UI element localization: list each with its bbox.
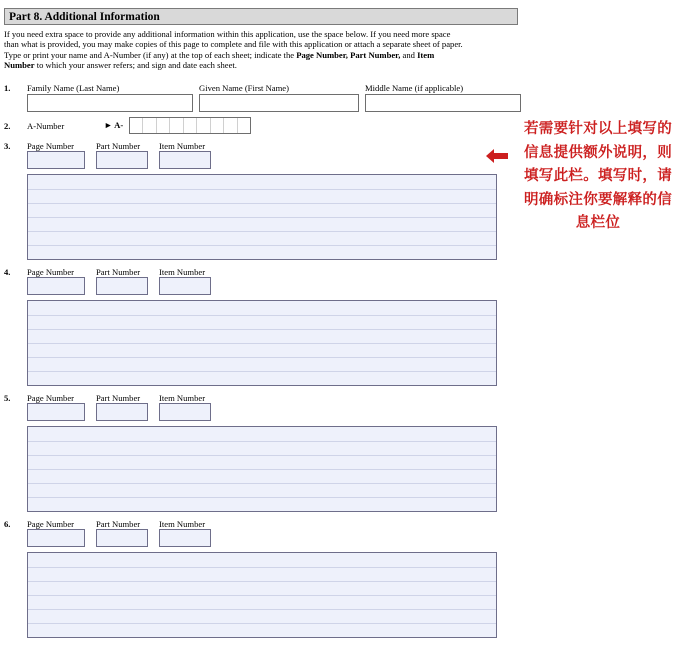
part-number-label: Part Number [96, 267, 141, 277]
page-number-label: Page Number [27, 393, 75, 403]
additional-info-textarea[interactable] [27, 300, 497, 386]
page-number-field[interactable] [27, 403, 85, 421]
page-number-label: Page Number [27, 141, 75, 151]
part-number-field[interactable] [96, 151, 148, 169]
item-number-field[interactable] [159, 151, 211, 169]
middle-name-field[interactable] [365, 94, 521, 112]
intro-line-2: than what is provided, you may make copies of this page to complete and file with this application or attach a separate sheet of paper. [4, 39, 463, 50]
part-number-field[interactable] [96, 529, 148, 547]
a-number-field[interactable] [129, 117, 251, 134]
intro-line-1: If you need extra space to provide any additional information within this application, use the space below. If you need more space [4, 29, 451, 39]
item-1-number: 1. [4, 83, 11, 93]
intro-text [4, 29, 524, 71]
a-number-digit [224, 118, 237, 133]
intro-line-4-post: to which your answer refers; and sign and date each sheet. [34, 60, 237, 71]
annotation-note [510, 118, 686, 236]
page-number-field[interactable] [27, 529, 85, 547]
annotation-line-3: 填写此栏。填写时，请 [524, 168, 672, 184]
item-number-label: Item Number [159, 519, 206, 529]
a-number-digit [197, 118, 210, 133]
part-title: Part 8. Additional Information [9, 11, 160, 23]
family-name-field[interactable] [27, 94, 193, 112]
additional-info-textarea[interactable] [27, 426, 497, 512]
family-name-label: Family Name (Last Name) [27, 83, 120, 93]
left-arrow-icon [486, 149, 508, 163]
item-3-number: 3. [4, 141, 11, 151]
part-number-label: Part Number [96, 519, 141, 529]
annotation-line-2: 信息提供额外说明，则 [524, 144, 672, 161]
item-number-label: Item Number [159, 267, 206, 277]
page-number-field[interactable] [27, 277, 85, 295]
part-number-label: Part Number [96, 393, 141, 403]
a-number-digit [157, 118, 170, 133]
a-number-label: A-Number [27, 121, 65, 131]
a-number-digit [184, 118, 197, 133]
page-number-field[interactable] [27, 151, 85, 169]
a-number-digit [170, 118, 183, 133]
item-number-label: Item Number [159, 393, 206, 403]
a-number-digit [211, 118, 224, 133]
additional-info-textarea[interactable] [27, 174, 497, 260]
given-name-label: Given Name (First Name) [199, 83, 289, 93]
intro-line-3-pre: Type or print your name and A-Number (if any) at the top of each sheet; indicate the [4, 49, 297, 60]
annotation-line-5: 息栏位 [575, 215, 621, 231]
part-number-field[interactable] [96, 403, 148, 421]
item-number-field[interactable] [159, 277, 211, 295]
intro-line-4 [4, 60, 524, 70]
a-number-prefix: ► A- [104, 120, 124, 130]
annotation-line-4: 明确标注你要解释的信 [524, 191, 672, 208]
a-number-digit [238, 118, 250, 133]
a-number-digit [143, 118, 156, 133]
page-number-label: Page Number [27, 519, 75, 529]
item-2-number: 2. [4, 121, 11, 131]
intro-line-3-mid: and [400, 49, 418, 60]
intro-line-4-bold: Number [4, 60, 35, 71]
a-number-digit [130, 118, 143, 133]
given-name-field[interactable] [199, 94, 359, 112]
item-number-field[interactable] [159, 529, 211, 547]
intro-line-3-bold-2: Item [417, 49, 435, 60]
annotation-line-1: 若需要针对以上填写的 [524, 121, 672, 137]
item-5-number: 5. [4, 393, 11, 403]
part-number-label: Part Number [96, 141, 141, 151]
middle-name-label: Middle Name (if applicable) [365, 83, 464, 93]
item-6-number: 6. [4, 519, 11, 529]
part-number-field[interactable] [96, 277, 148, 295]
item-number-field[interactable] [159, 403, 211, 421]
page-number-label: Page Number [27, 267, 75, 277]
intro-line-3-bold-1: Page Number, Part Number, [296, 49, 401, 60]
item-4-number: 4. [4, 267, 11, 277]
additional-info-textarea[interactable] [27, 552, 497, 638]
part-8-header [4, 8, 518, 25]
intro-line-3 [4, 50, 524, 60]
item-number-label: Item Number [159, 141, 206, 151]
